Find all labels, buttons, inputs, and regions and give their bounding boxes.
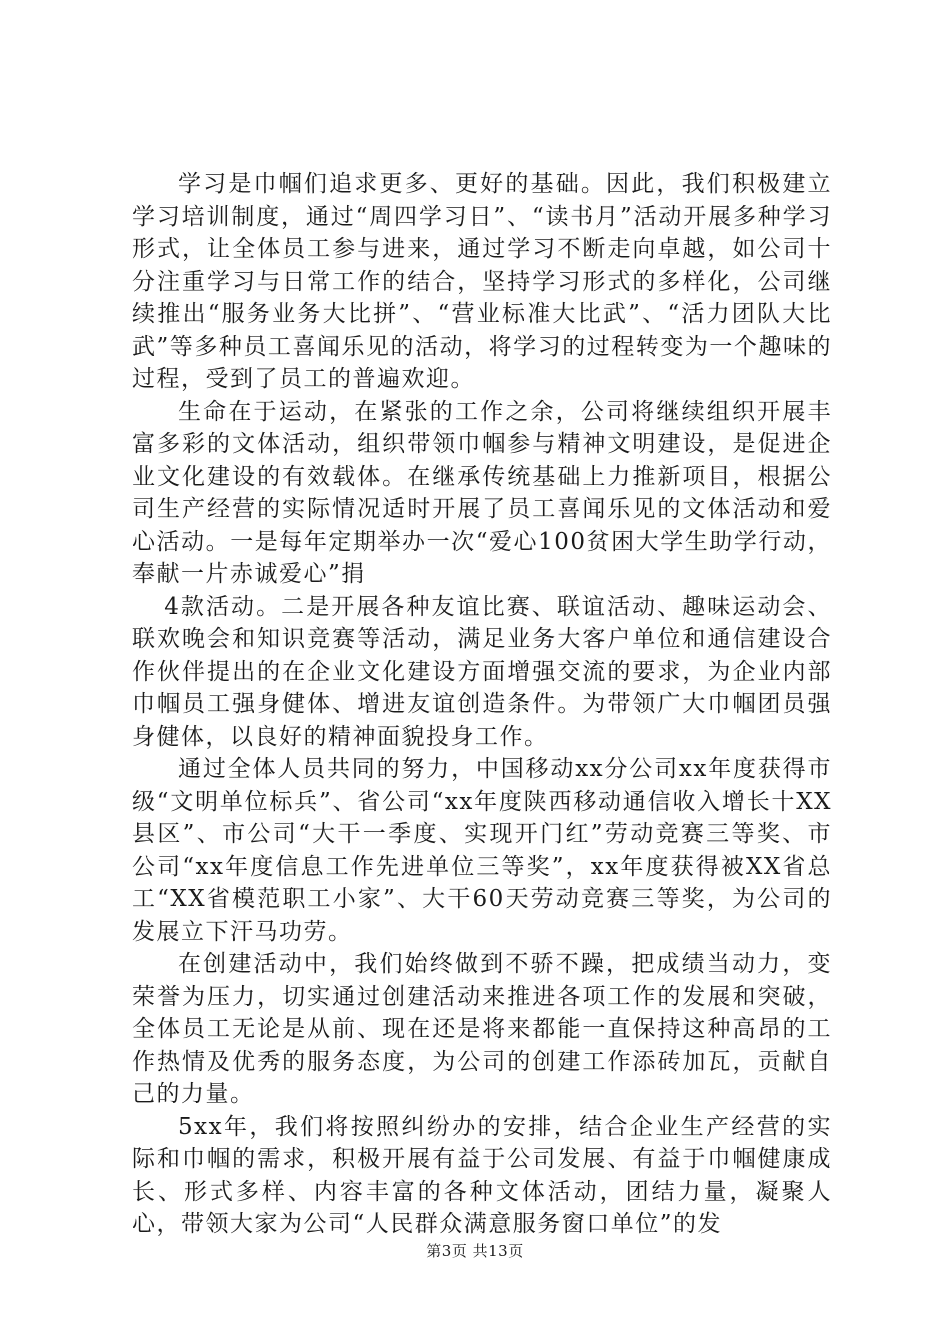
document-body [132, 168, 832, 1241]
paragraph-future-plan: 5xx年，我们将按照纠纷办的安排，结合企业生产经营的实际和巾帼的需求，积极开展有益于公司发展、有益于巾帼健康成长、形式多样、内容丰富的各种文体活动，团结力量，凝聚人心，带领大家为公司“人民群众满意服务窗口单位”的发 [132, 1113, 832, 1237]
paragraph-friendship-events: 4款活动。二是开展各种友谊比赛、联谊活动、趣味运动会、联欢晚会和知识竞赛等活动，满足业务大客户单位和通信建设合作伙伴提出的在企业文化建设方面增强交流的要求，为企业内部巾帼员工强身健体、增进友谊创造条件。为带领广大巾帼团员强身健体，以良好的精神面貌投身工作。 [132, 593, 832, 750]
paragraph-learning: 学习是巾帼们追求更多、更好的基础。因此，我们积极建立学习培训制度，通过“周四学习日”、“读书月”活动开展多种学习形式，让全体员工参与进来，通过学习不断走向卓越，如公司十分注重学习与日常工作的结合，坚持学习形式的多样化，公司继续推出“服务业务大比拼”、“营业标准大比武”、“活力团队大比武”等多种员工喜闻乐见的活动，将学习的过程转变为一个趣味的过程，受到了员工的普遍欢迎。 [132, 171, 832, 392]
paragraph-creation-activities: 在创建活动中，我们始终做到不骄不躁，把成绩当动力，变荣誉为压力，切实通过创建活动来推进各项工作的发展和突破，全体员工无论是从前、现在还是将来都能一直保持这种高昂的工作热情及优秀的服务态度，为公司的创建工作添砖加瓦，贡献自己的力量。 [132, 951, 832, 1107]
page-number-footer: 第3页 共13页 [426, 1242, 524, 1260]
paragraph-sports-activities: 生命在于运动，在紧张的工作之余，公司将继续组织开展丰富多彩的文体活动，组织带领巾帼参与精神文明建设，是促进企业文化建设的有效载体。在继承传统基础上力推新项目，根据公司生产经营的实际情况适时开展了员工喜闻乐见的文体活动和爱心活动。一是每年定期举办一次“爱心100贫困大学生助学行动，奉献一片赤诚爱心”捐 [132, 398, 832, 587]
paragraph-achievements: 通过全体人员共同的努力，中国移动xx分公司xx年度获得市级“文明单位标兵”、省公司“xx年度陕西移动通信收入增长十XX县区”、市公司“大干一季度、实现开门红”劳动竞赛三等奖、市公司“xx年度信息工作先进单位三等奖”，xx年度获得被XX省总工“XX省模范职工小家”、大干60天劳动竞赛三等奖，为公司的发展立下汗马功劳。 [132, 756, 832, 945]
